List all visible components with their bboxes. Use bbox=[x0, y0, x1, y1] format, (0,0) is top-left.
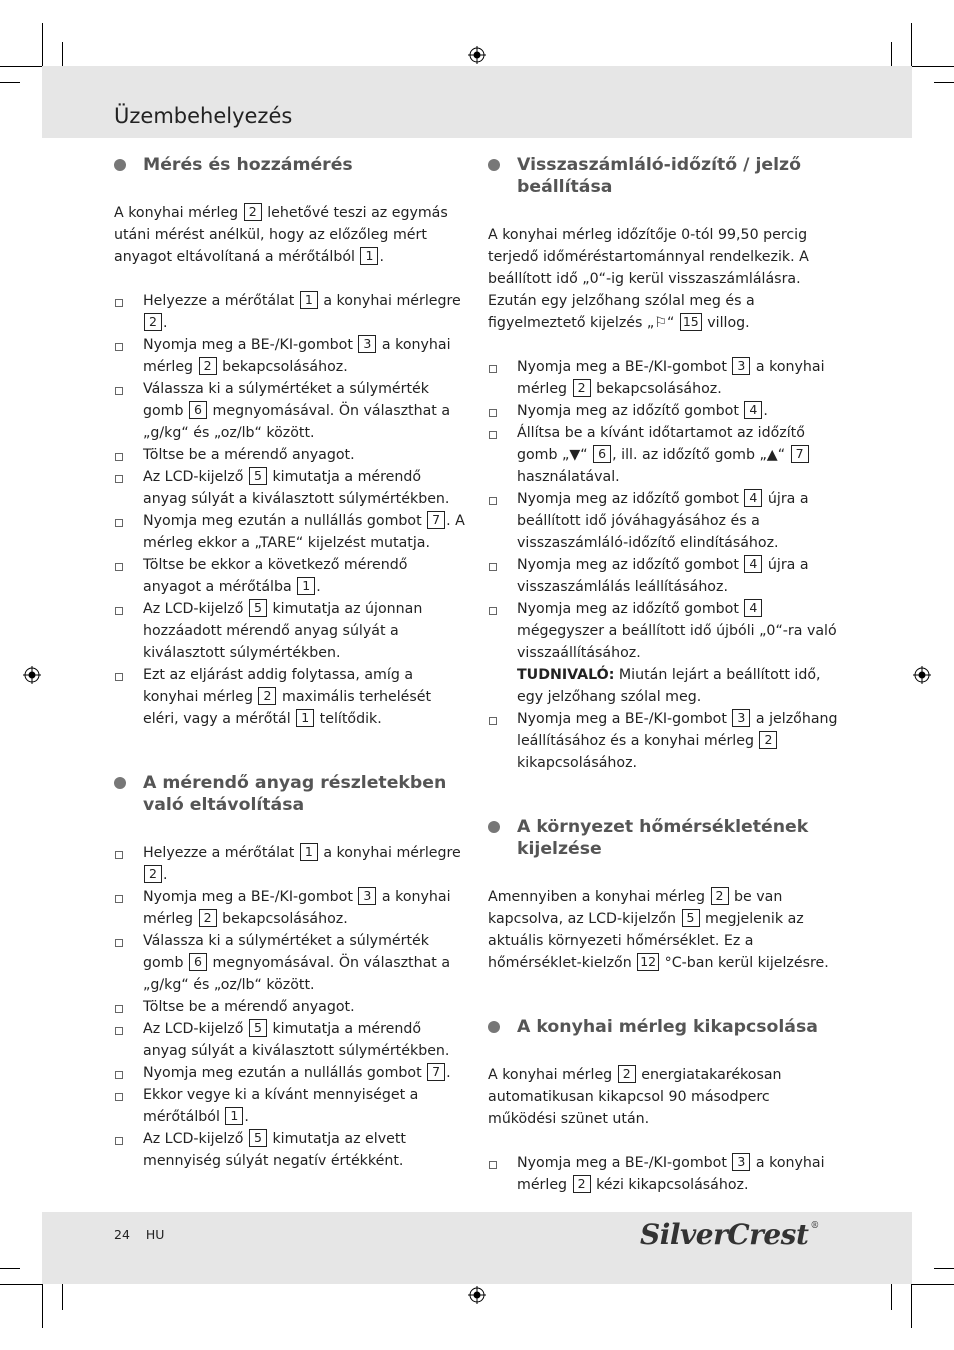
checkbox-square-icon bbox=[115, 895, 123, 903]
text-run: a konyhai mérlegre bbox=[318, 293, 461, 309]
text-run: kimutatja a mérendő anyag súlyát a kiválasztott súlymértékben. bbox=[143, 1021, 450, 1059]
text-run: energiatakarékosan automatikusan kikapcsol 90 másodperc működési szünet után. bbox=[488, 1067, 782, 1127]
list-item bbox=[114, 378, 466, 444]
checkbox-square-icon bbox=[115, 673, 123, 681]
checkbox-square-icon bbox=[115, 387, 123, 395]
instruction-list bbox=[488, 356, 840, 774]
checkbox-square-icon bbox=[115, 1071, 123, 1079]
crop-mark bbox=[912, 66, 954, 67]
bullet-dot-icon bbox=[488, 159, 500, 171]
registration-mark-icon bbox=[913, 666, 931, 684]
checkbox-square-icon bbox=[115, 1137, 123, 1145]
crop-mark bbox=[0, 1284, 42, 1285]
section-heading: Mérés és hozzámérés bbox=[114, 154, 466, 176]
reference-number: 2 bbox=[711, 887, 729, 905]
reference-number: 2 bbox=[199, 357, 217, 375]
crop-mark bbox=[934, 82, 954, 83]
text-run: a konyhai mérleg bbox=[517, 359, 825, 397]
text-run: Az LCD-kijelző bbox=[143, 601, 248, 617]
bullet-dot-icon bbox=[114, 159, 126, 171]
crop-mark bbox=[42, 23, 43, 67]
reference-number: 7 bbox=[427, 1063, 445, 1081]
crop-mark bbox=[0, 66, 42, 67]
text-run: Töltse be ekkor a következő mérendő anyagot a mérőtálba bbox=[143, 557, 408, 595]
text-run: Nyomja meg a BE-/KI-gombot bbox=[517, 1155, 732, 1171]
reference-number: 6 bbox=[189, 401, 207, 419]
paragraph bbox=[488, 1064, 840, 1130]
reference-number: 3 bbox=[358, 887, 376, 905]
list-item bbox=[488, 400, 840, 422]
reference-number: 1 bbox=[296, 709, 314, 727]
list-item bbox=[488, 554, 840, 598]
text-run: Nyomja meg a BE-/KI-gombot bbox=[517, 711, 732, 727]
text-run: megnyomásával. Ön választhat a „g/kg“ és „oz/lb“ között. bbox=[143, 955, 451, 993]
crop-mark bbox=[0, 1268, 20, 1269]
list-item bbox=[114, 510, 466, 554]
reference-number: 5 bbox=[249, 467, 267, 485]
reference-number: 12 bbox=[637, 953, 659, 971]
text-run: a konyhai mérleg bbox=[143, 337, 451, 375]
text-run: °C-ban kerül kijelzésre. bbox=[660, 955, 829, 971]
crop-mark bbox=[62, 42, 63, 68]
text-run: kimutatja az elvett mennyiség súlyát negatív értékként. bbox=[143, 1131, 406, 1169]
reference-number: 4 bbox=[744, 489, 762, 507]
checkbox-square-icon bbox=[489, 365, 497, 373]
text-run: . bbox=[379, 249, 384, 265]
checkbox-square-icon bbox=[489, 409, 497, 417]
crop-mark bbox=[891, 1284, 892, 1310]
checkbox-square-icon bbox=[115, 563, 123, 571]
checkbox-square-icon bbox=[115, 475, 123, 483]
crop-mark bbox=[911, 23, 912, 67]
text-run: Nyomja meg ezután a nullállás gombot bbox=[143, 1065, 427, 1081]
list-item bbox=[114, 290, 466, 334]
crop-mark bbox=[911, 1284, 912, 1328]
list-item bbox=[488, 598, 840, 708]
text-run: Nyomja meg az időzítő gombot bbox=[517, 403, 744, 419]
reference-number: 5 bbox=[682, 909, 700, 927]
text-run: Nyomja meg a BE-/KI-gombot bbox=[517, 359, 732, 375]
text-run: a konyhai mérleg bbox=[143, 889, 451, 927]
checkbox-square-icon bbox=[115, 519, 123, 527]
checkbox-square-icon bbox=[489, 717, 497, 725]
text-run: Miután lejárt a beállított idő, egy jelzőhang szólal meg. bbox=[517, 667, 821, 705]
right-column bbox=[488, 154, 840, 1196]
reference-number: 2 bbox=[573, 379, 591, 397]
reference-number: 3 bbox=[732, 1153, 750, 1171]
reference-number: 1 bbox=[300, 291, 318, 309]
crop-mark bbox=[62, 1284, 63, 1310]
reference-number: 6 bbox=[189, 953, 207, 971]
crop-mark bbox=[42, 1284, 43, 1328]
text-run: Állítsa be a kívánt időtartamot az időzítő gomb „▼“ bbox=[517, 425, 805, 463]
list-item bbox=[114, 930, 466, 996]
paragraph bbox=[488, 886, 840, 974]
reference-number: 2 bbox=[618, 1065, 636, 1083]
text-run: . A mérleg ekkor a „TARE“ kijelzést mutatja. bbox=[143, 513, 465, 551]
bullet-dot-icon bbox=[488, 1021, 500, 1033]
reference-number: 1 bbox=[360, 247, 378, 265]
checkbox-square-icon bbox=[115, 299, 123, 307]
reference-number: 3 bbox=[358, 335, 376, 353]
text-run: . bbox=[763, 403, 768, 419]
reference-number: 4 bbox=[744, 555, 762, 573]
text-run: használatával. bbox=[517, 469, 620, 485]
crop-mark bbox=[912, 1284, 954, 1285]
reference-number: 1 bbox=[297, 577, 315, 595]
text-run: a konyhai mérlegre bbox=[318, 845, 461, 861]
list-item bbox=[114, 444, 466, 466]
text-run: Töltse be a mérendő anyagot. bbox=[143, 999, 355, 1015]
text-run: kikapcsolásához. bbox=[517, 755, 638, 771]
list-item bbox=[488, 708, 840, 774]
list-item bbox=[488, 356, 840, 400]
checkbox-square-icon bbox=[489, 1161, 497, 1169]
checkbox-square-icon bbox=[115, 851, 123, 859]
text-run: bekapcsolásához. bbox=[217, 359, 348, 375]
checkbox-square-icon bbox=[489, 431, 497, 439]
text-run: Válassza ki a súlymértéket a súlymérték gomb bbox=[143, 381, 429, 419]
reference-number: 5 bbox=[249, 1129, 267, 1147]
reference-number: 5 bbox=[249, 1019, 267, 1037]
paragraph bbox=[114, 202, 466, 268]
text-run: újra a beállított idő jóváhagyásához és a visszaszámláló-időzítő elindításához. bbox=[517, 491, 809, 551]
reference-number: 2 bbox=[199, 909, 217, 927]
text-run: mégegyszer a beállított idő újbóli „0“-ra való visszaállításához. bbox=[517, 623, 837, 661]
reference-number: 6 bbox=[593, 445, 611, 463]
reference-number: 2 bbox=[573, 1175, 591, 1193]
text-run: megjelenik az aktuális környezeti hőmérséklet. Ez a hőmérséklet-kielzőn bbox=[488, 911, 804, 971]
section-heading: A mérendő anyag részletekben való eltávolítása bbox=[114, 772, 466, 816]
bullet-dot-icon bbox=[488, 821, 500, 833]
page-number: 24 HU bbox=[114, 1227, 165, 1242]
text-run: Nyomja meg az időzítő gombot bbox=[517, 601, 744, 617]
text-run: maximális terhelését eléri, vagy a mérőtál bbox=[143, 689, 432, 727]
crop-mark bbox=[891, 42, 892, 68]
crop-mark bbox=[0, 82, 20, 83]
left-column bbox=[114, 154, 466, 1172]
text-run: Nyomja meg ezután a nullállás gombot bbox=[143, 513, 427, 529]
reference-number: 2 bbox=[144, 865, 162, 883]
registration-mark-icon bbox=[468, 1286, 486, 1304]
text-run: a konyhai mérleg bbox=[517, 1155, 825, 1193]
instruction-list bbox=[114, 842, 466, 1172]
text-run: a jelzőhang leállításához és a konyhai mérleg bbox=[517, 711, 838, 749]
reference-number: 2 bbox=[244, 203, 262, 221]
reference-number: 2 bbox=[258, 687, 276, 705]
text-run: kézi kikapcsolásához. bbox=[591, 1177, 749, 1193]
text-run: telítődik. bbox=[315, 711, 382, 727]
list-item bbox=[114, 1084, 466, 1128]
text-run: Válassza ki a súlymértéket a súlymérték gomb bbox=[143, 933, 429, 971]
instruction-list bbox=[488, 1152, 840, 1196]
text-run: . bbox=[163, 867, 168, 883]
list-item bbox=[114, 842, 466, 886]
checkbox-square-icon bbox=[489, 497, 497, 505]
text-run: A beállított idő „0“-ig kerül visszaszámlálásra. Ezután egy jelzőhang szólal meg és a figyelmeztető kijelzés „⚐“ bbox=[488, 249, 809, 331]
text-run: Az LCD-kijelző bbox=[143, 1021, 248, 1037]
text-run: Amennyiben a konyhai mérleg bbox=[488, 889, 710, 905]
text-run: Nyomja meg a BE-/KI-gombot bbox=[143, 337, 358, 353]
reference-number: 1 bbox=[300, 843, 318, 861]
list-item bbox=[114, 886, 466, 930]
text-run: Ekkor vegye ki a kívánt mennyiséget a mérőtálból bbox=[143, 1087, 419, 1125]
text-run: . bbox=[446, 1065, 451, 1081]
text-run: be van kapcsolva, az LCD-kijelzőn bbox=[488, 889, 783, 927]
reference-number: 2 bbox=[759, 731, 777, 749]
checkbox-square-icon bbox=[115, 1027, 123, 1035]
reference-number: 3 bbox=[732, 709, 750, 727]
text-run: kimutatja a mérendő anyag súlyát a kiválasztott súlymértékben. bbox=[143, 469, 450, 507]
checkbox-square-icon bbox=[115, 607, 123, 615]
section-heading: A konyhai mérleg kikapcsolása bbox=[488, 1016, 840, 1038]
list-item bbox=[488, 422, 840, 488]
list-item bbox=[114, 664, 466, 730]
text-run: . bbox=[163, 315, 168, 331]
list-item bbox=[114, 554, 466, 598]
registration-mark-icon bbox=[23, 666, 41, 684]
reference-number: 7 bbox=[791, 445, 809, 463]
list-item bbox=[114, 1062, 466, 1084]
bullet-dot-icon bbox=[114, 777, 126, 789]
checkbox-square-icon bbox=[115, 453, 123, 461]
text-run: bekapcsolásához. bbox=[217, 911, 348, 927]
note-label: TUDNIVALÓ: bbox=[517, 667, 615, 683]
text-run: lehetővé teszi az egymás utáni mérést anélkül, hogy az előzőleg mért anyagot eltávolítaná a mérőtálból bbox=[114, 205, 448, 265]
reference-number: 15 bbox=[680, 313, 702, 331]
checkbox-square-icon bbox=[489, 607, 497, 615]
reference-number: 5 bbox=[249, 599, 267, 617]
checkbox-square-icon bbox=[489, 563, 497, 571]
checkbox-square-icon bbox=[115, 939, 123, 947]
list-item bbox=[488, 1152, 840, 1196]
list-item bbox=[114, 1018, 466, 1062]
text-run: Helyezze a mérőtálat bbox=[143, 293, 299, 309]
text-run: A konyhai mérleg bbox=[114, 205, 243, 221]
text-run: Töltse be a mérendő anyagot. bbox=[143, 447, 355, 463]
text-run: megnyomásával. Ön választhat a „g/kg“ és „oz/lb“ között. bbox=[143, 403, 451, 441]
text-run: kimutatja az újonnan hozzáadott mérendő anyag súlyát a kiválasztott súlymértékben. bbox=[143, 601, 423, 661]
checkbox-square-icon bbox=[115, 343, 123, 351]
text-run: . bbox=[316, 579, 321, 595]
crop-mark bbox=[934, 1268, 954, 1269]
text-run: Ezt az eljárást addig folytassa, amíg a konyhai mérleg bbox=[143, 667, 414, 705]
brand-logo: SilverCrest ® bbox=[640, 1218, 819, 1251]
checkbox-square-icon bbox=[115, 1093, 123, 1101]
text-run: A konyhai mérleg időzítője 0-tól 99,50 percig terjedő időméréstartománnyal rendelkezik. bbox=[488, 227, 808, 265]
section-heading: Visszaszámláló-időzítő / jelző beállítása bbox=[488, 154, 840, 198]
reference-number: 4 bbox=[744, 599, 762, 617]
instruction-list bbox=[114, 290, 466, 730]
list-item bbox=[114, 466, 466, 510]
list-item bbox=[114, 334, 466, 378]
list-item bbox=[488, 488, 840, 554]
reference-number: 3 bbox=[732, 357, 750, 375]
paragraph bbox=[488, 224, 840, 334]
list-item bbox=[114, 996, 466, 1018]
reference-number: 2 bbox=[144, 313, 162, 331]
text-run: Az LCD-kijelző bbox=[143, 1131, 248, 1147]
list-item bbox=[114, 598, 466, 664]
registration-mark-icon bbox=[468, 46, 486, 64]
text-run: villog. bbox=[702, 315, 750, 331]
text-run: A konyhai mérleg bbox=[488, 1067, 617, 1083]
text-run: Nyomja meg az időzítő gombot bbox=[517, 557, 744, 573]
text-run: Nyomja meg a BE-/KI-gombot bbox=[143, 889, 358, 905]
reference-number: 4 bbox=[744, 401, 762, 419]
reference-number: 7 bbox=[427, 511, 445, 529]
page-title: Üzembehelyezés bbox=[114, 104, 293, 128]
text-run: Nyomja meg az időzítő gombot bbox=[517, 491, 744, 507]
text-run: . bbox=[244, 1109, 249, 1125]
section-heading: A környezet hőmérsékletének kijelzése bbox=[488, 816, 840, 860]
text-run: Helyezze a mérőtálat bbox=[143, 845, 299, 861]
text-run: , ill. az időzítő gomb „▲“ bbox=[612, 447, 790, 463]
text-run: bekapcsolásához. bbox=[591, 381, 722, 397]
text-run: újra a visszaszámlálás leállításához. bbox=[517, 557, 809, 595]
list-item bbox=[114, 1128, 466, 1172]
checkbox-square-icon bbox=[115, 1005, 123, 1013]
text-run: Az LCD-kijelző bbox=[143, 469, 248, 485]
reference-number: 1 bbox=[225, 1107, 243, 1125]
